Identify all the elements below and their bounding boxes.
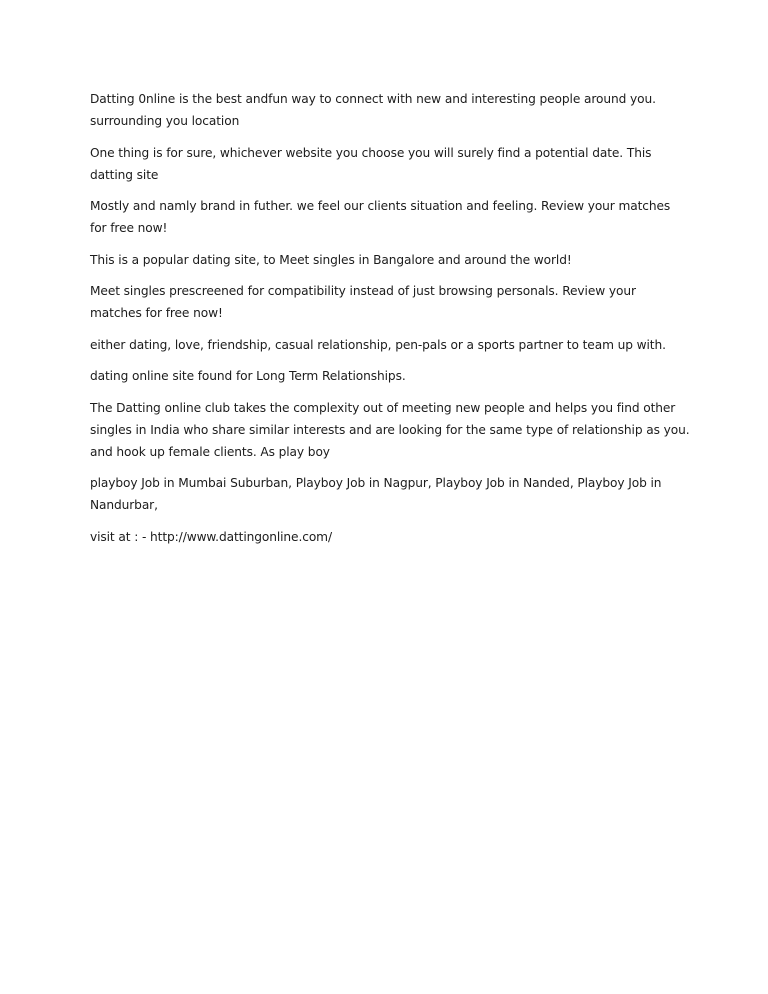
paragraph-brand: Mostly and namly brand in futher. we feel our clients situation and feeling. Review your matches for free now! [90, 199, 671, 235]
paragraph-long-term: dating online site found for Long Term Relationships. [90, 369, 406, 383]
paragraph-relationship-types: either dating, love, friendship, casual relationship, pen-pals or a sports partner to team up with. [90, 337, 666, 352]
paragraph-potential-date: One thing is for sure, whichever website you choose you will surely find a potential date. This datting site [90, 145, 652, 182]
paragraph-popular-site: This is a popular dating site, to Meet singles in Bangalore and around the world! [90, 252, 572, 267]
paragraph-prescreened: Meet singles prescreened for compatibility instead of just browsing personals. Review your matches for free now! [90, 284, 636, 320]
paragraph-visit-link: visit at : - http://www.dattingonline.com/ [90, 529, 332, 544]
paragraph-intro: Datting 0nline is the best andfun way to connect with new and interesting people around you. surrounding you location [90, 92, 656, 128]
paragraph-club: The Datting online club takes the complexity out of meeting new people and helps you find other singles in India who share similar interests and are looking for the same type of relationship as you. and hook up female clients. As play boy [90, 400, 690, 459]
document-body [90, 88, 690, 557]
paragraph-playboy-jobs: playboy Job in Mumbai Suburban, Playboy Job in Nagpur, Playboy Job in Nanded, Playboy Job in Nandurbar, [90, 476, 662, 512]
